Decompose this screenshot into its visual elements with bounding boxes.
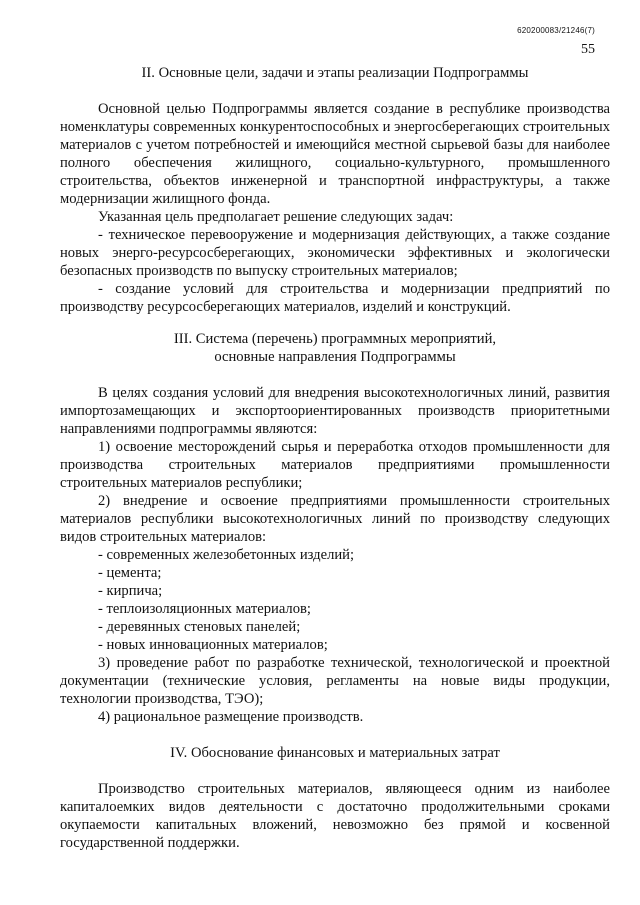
section-4-title: IV. Обоснование финансовых и материальных затрат [170,745,500,761]
list-item: - кирпича; [98,583,163,599]
section-2-paragraph-2: Указанная цель предполагает решение следующих задач: [98,209,454,225]
section-3-paragraph-5: 4) рациональное размещение производств. [98,709,364,725]
section-2-paragraph-4: - создание условий для строительства и модернизации предприятий по производству ресурсосберегающих материалов, изделий и конструкций. [60,281,610,315]
section-3-paragraph-2: 1) освоение месторождений сырья и переработка отходов промышленности для производства строительных материалов предприятиями промышленности строительных материалов республики; [60,439,610,491]
list-item: - цемента; [98,565,162,581]
section-3-paragraph-1: В целях создания условий для внедрения высокотехнологичных линий, развития импортозамещающих и экспортоориентированных производств приоритетными направлениями подпрограммы являются: [60,385,610,437]
list-item: - новых инновационных материалов; [98,637,328,653]
section-3-paragraph-3: 2) внедрение и освоение предприятиями промышленности строительных материалов республики высокотехнологичных линий по производству следующих видов строительных материалов: [60,493,610,545]
section-4-paragraph-1: Производство строительных материалов, являющееся одним из наиболее капиталоемких видов деятельности с достаточно продолжительными сроками окупаемости капитальных вложений, невозможно без прямой и косвенной государственной поддержки. [60,781,610,851]
section-2-title: II. Основные цели, задачи и этапы реализации Подпрограммы [141,65,529,81]
section-2-paragraph-3: - техническое перевооружение и модернизация действующих, а также создание новых энерго-ресурсосберегающих, экономически эффективных и экологически безопасных производств по выпуску строительных материалов; [60,227,610,279]
document-code: 620200083/21246(7) [517,26,595,35]
list-item: - теплоизоляционных материалов; [98,601,311,617]
document-body [60,64,610,852]
section-3-title-line-1: III. Система (перечень) программных мероприятий, [173,331,497,347]
list-item: - деревянных стеновых панелей; [98,619,301,635]
materials-list [60,546,610,654]
section-2-paragraph-1: Основной целью Подпрограммы является создание в республике производства номенклатуры современных конкурентоспособных и энергосберегающих строительных материалов с учетом потребностей и имеющийся местной сырьевой базы для наиболее полного обеспечения жилищного, социально-культурного, промышленного строительства, объектов инженерной и транспортной инфраструктуры, а также модернизации жилищного фонда. [60,101,610,207]
section-3-title-line-2: основные направления Подпрограммы [214,349,456,365]
section-3-paragraph-4: 3) проведение работ по разработке технической, технологической и проектной документации (технические условия, регламенты на новые виды продукции, технологии производства, ТЭО); [60,655,610,707]
page-number: 55 [581,42,595,57]
list-item: - современных железобетонных изделий; [98,547,355,563]
section-3-title [60,330,610,366]
